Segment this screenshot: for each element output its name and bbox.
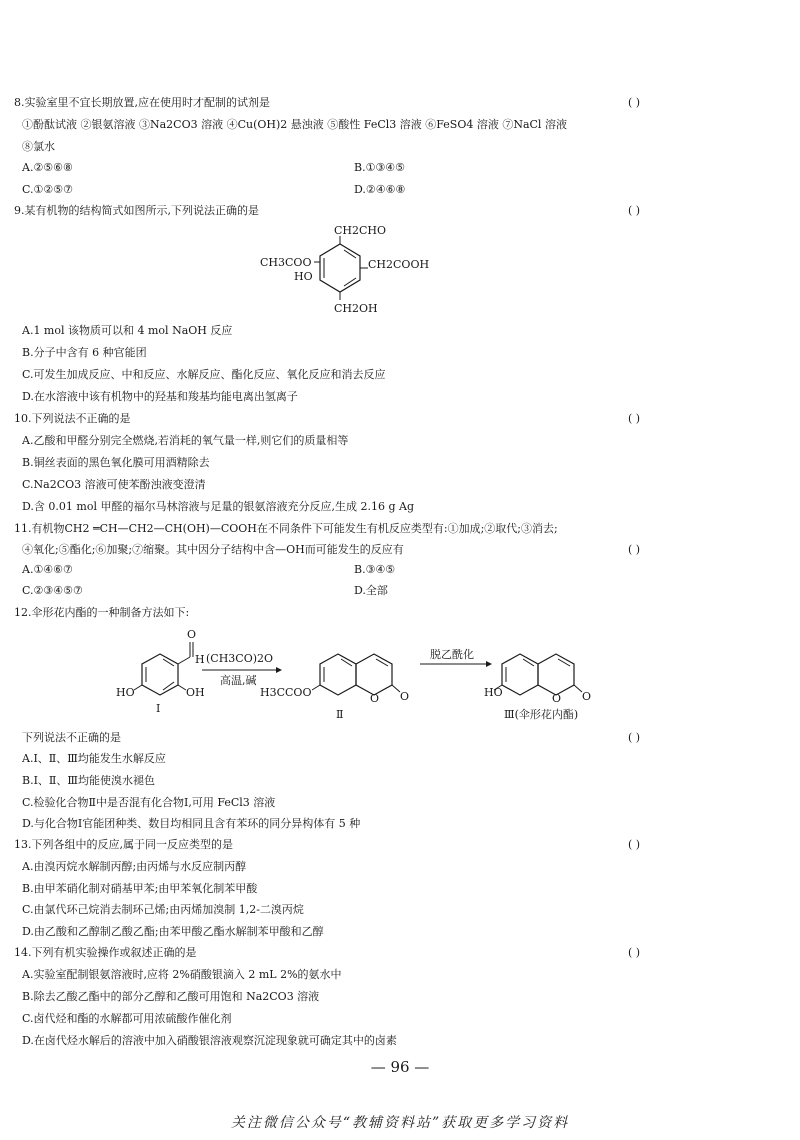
q12-label-compound-i: Ⅰ: [156, 702, 161, 715]
q14-option-d: D.在卤代烃水解后的溶液中加入硝酸银溶液观察沉淀现象就可确定其中的卤素: [22, 1034, 397, 1047]
q10-answer-bracket: ( ): [628, 412, 641, 425]
q14-option-b: B.除去乙酸乙酯中的部分乙醇和乙酸可用饱和 Na2CO3 溶液: [22, 990, 320, 1003]
q12-option-c: C.检验化合物Ⅱ中是否混有化合物Ⅰ,可用 FeCl3 溶液: [22, 796, 276, 809]
q10-option-b: B.铜丝表面的黑色氧化膜可用酒精除去: [22, 456, 210, 469]
q10-option-d: D.含 0.01 mol 甲醛的福尔马林溶液与足量的银氨溶液充分反应,生成 2.16 g Ag: [22, 500, 414, 513]
q9-option-d: D.在水溶液中该有机物中的羟基和羧基均能电离出氢离子: [22, 390, 298, 403]
q12-compound-ii-carbonyl-o: O: [400, 690, 410, 703]
q8-option-b: B.①③④⑤: [354, 161, 406, 174]
q10-option-c: C.Na2CO3 溶液可使苯酚浊液变澄清: [22, 478, 206, 491]
q13-option-b: B.由甲苯硝化制对硝基甲苯;由甲苯氧化制苯甲酸: [22, 882, 258, 895]
q13-option-c: C.由氯代环己烷消去制环己烯;由丙烯加溴制 1,2-二溴丙烷: [22, 903, 304, 916]
q9-right-substituent: CH2COOH: [368, 258, 430, 271]
q11-option-c: C.②③④⑤⑦: [22, 584, 83, 597]
q13-option-a: A.由溴丙烷水解制丙醇;由丙烯与水反应制丙醇: [22, 860, 247, 873]
q14-option-a: A.实验室配制银氨溶液时,应将 2%硝酸银滴入 2 mL 2%的氨水中: [22, 968, 342, 981]
q9-bottom-substituent: CH2OH: [334, 302, 378, 315]
q10-stem: 10.下列说法不正确的是: [14, 412, 131, 425]
q9-option-a: A.1 mol 该物质可以和 4 mol NaOH 反应: [22, 324, 233, 337]
q13-stem: 13.下列各组中的反应,属于同一反应类型的是: [14, 838, 233, 851]
q11-option-d: D.全部: [354, 584, 388, 597]
q12-reagent-deacetylation: 脱乙酰化: [430, 648, 474, 661]
q12-compound-iii-ring-o: O: [552, 692, 562, 705]
q12-stem: 12.伞形花内酯的一种制备方法如下:: [14, 606, 190, 619]
q8-answer-bracket: ( ): [628, 96, 641, 109]
q12-compound-ii-ring-o: O: [370, 692, 380, 705]
q12-compound-iii-carbonyl-o: O: [582, 690, 592, 703]
q9-stem: 9.某有机物的结构简式如图所示,下列说法正确的是: [14, 204, 259, 217]
q11-option-a: A.①④⑥⑦: [22, 563, 73, 576]
q11-stem-line1: 11.有机物CH2 ═CH—CH2—CH(OH)—COOH在不同条件下可能发生有机反应类型有:①加成;②取代;③消去;: [14, 522, 558, 535]
q13-option-d: D.由乙酸和乙醇制乙酸乙酯;由苯甲酸乙酯水解制苯甲酸和乙醇: [22, 925, 324, 938]
q11-stem-line2: ④氧化;⑤酯化;⑥加聚;⑦缩聚。其中因分子结构中含—OH而可能发生的反应有: [22, 543, 404, 556]
q12-compound-i-oh: OH: [186, 686, 205, 699]
q12-compound-i-ho: HO: [116, 686, 135, 699]
footer-promo-text: 关注微信公众号“教辅资料站”获取更多学习资料: [230, 1115, 570, 1131]
q8-stem: 8.实验室里不宜长期放置,应在使用时才配制的试剂是: [14, 96, 270, 109]
q12-reaction-scheme: [100, 624, 640, 724]
q12-reagent-conditions: 高温,碱: [220, 674, 257, 687]
q12-answer-bracket: ( ): [628, 731, 641, 744]
q8-reagents-line1: ①酚酞试液 ②银氨溶液 ③Na2CO3 溶液 ④Cu(OH)2 悬浊液 ⑤酸性 FeCl3 溶液 ⑥FeSO4 溶液 ⑦NaCl 溶液: [22, 118, 567, 131]
q12-compound-iii-ho: HO: [484, 686, 503, 699]
q12-question: 下列说法不正确的是: [22, 731, 121, 744]
q9-answer-bracket: ( ): [628, 204, 641, 217]
q12-option-d: D.与化合物Ⅰ官能团种类、数目均相同且含有苯环的同分异构体有 5 种: [22, 817, 361, 830]
page-number: — 96 —: [370, 1058, 430, 1076]
q11-option-b: B.③④⑤: [354, 563, 396, 576]
q12-compound-i-aldehyde-o: O: [187, 628, 197, 641]
q9-top-substituent: CH2CHO: [334, 224, 387, 237]
q8-reagents-line2: ⑧氯水: [22, 140, 55, 153]
q12-compound-ii-acetoxy: H3CCOO: [260, 686, 312, 699]
q9-structure-diagram: [250, 222, 450, 322]
q9-option-b: B.分子中含有 6 种官能团: [22, 346, 147, 359]
q8-option-d: D.②④⑥⑧: [354, 183, 406, 196]
q8-option-a: A.②⑤⑥⑧: [22, 161, 73, 174]
q12-option-b: B.Ⅰ、Ⅱ、Ⅲ均能使溴水褪色: [22, 774, 156, 787]
q9-hydroxyl-substituent: HO: [294, 270, 313, 283]
q10-option-a: A.乙酸和甲醛分别完全燃烧,若消耗的氧气量一样,则它们的质量相等: [22, 434, 349, 447]
q12-label-compound-iii: Ⅲ(伞形花内酯): [504, 708, 579, 721]
q14-stem: 14.下列有机实验操作或叙述正确的是: [14, 946, 197, 959]
q9-left-substituent: CH3COO: [260, 256, 312, 269]
q11-answer-bracket: ( ): [628, 543, 641, 556]
q14-option-c: C.卤代烃和酯的水解都可用浓硫酸作催化剂: [22, 1012, 232, 1025]
q12-reagent-acetic-anhydride: (CH3CO)2O: [206, 652, 274, 665]
q8-option-c: C.①②⑤⑦: [22, 183, 73, 196]
q13-answer-bracket: ( ): [628, 838, 641, 851]
q14-answer-bracket: ( ): [628, 946, 641, 959]
q9-option-c: C.可发生加成反应、中和反应、水解反应、酯化反应、氧化反应和消去反应: [22, 368, 386, 381]
q12-label-compound-ii: Ⅱ: [336, 708, 344, 721]
q12-compound-i-aldehyde-h: H: [195, 653, 205, 666]
q12-option-a: A.Ⅰ、Ⅱ、Ⅲ均能发生水解反应: [22, 752, 166, 765]
